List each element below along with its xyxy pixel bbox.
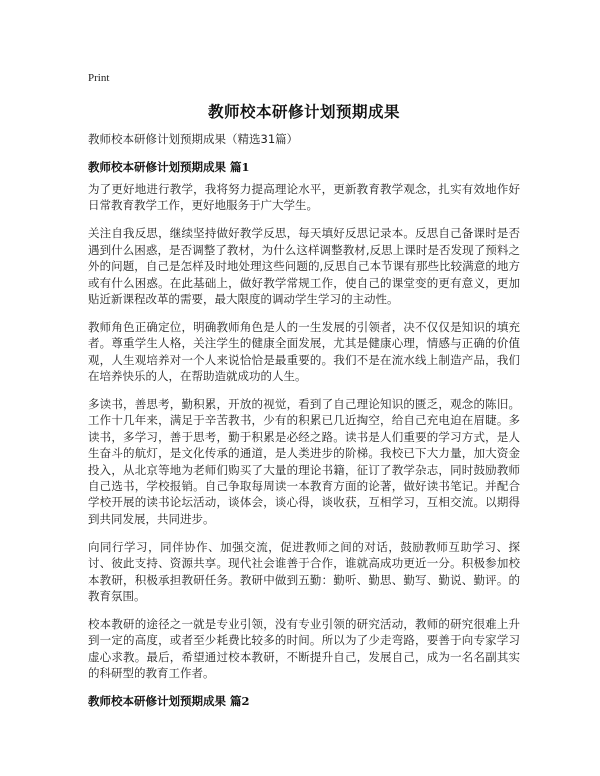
paragraph: 为了更好地进行教学，我将努力提高理论水平，更新教育教学观念，扎实有效地作好日常教育教学工作，更好地服务于广大学生。 bbox=[88, 182, 520, 213]
document-page bbox=[88, 70, 520, 710]
section-heading: 教师校本研修计划预期成果 篇2 bbox=[88, 693, 250, 708]
print-link[interactable]: Print bbox=[88, 72, 110, 84]
paragraph: 教师角色正确定位，明确教师角色是人的一生发展的引领者，决不仅仅是知识的填充者。尊重学生人格，关注学生的健康全面发展，尤其是健康心理，情感与正确的价值观，人生观培养对一个人来说恰恰是最重要的。我们不是在流水线上制造产品，我们在培养快乐的人，在帮助造就成功的人生。 bbox=[88, 319, 520, 384]
paragraph: 关注自我反思，继续坚持做好教学反思，每天填好反思记录本。反思自己备课时是否遇到什么困惑，是否调整了教材，为什么这样调整教材,反思上课时是否发现了预料之外的问题，自己是怎样及时地处理这些问题的,反思自己本节课有那些比较满意的地方或有什么困惑。在此基础上，做好教学常规工作，使自己的课堂变的更有意义，更加贴近新课程改革的需要，最大限度的调动学生学习的主动性。 bbox=[88, 226, 520, 306]
paragraph: 校本教研的途径之一就是专业引领，没有专业引领的研究活动，教师的研究很难上升到一定的高度，或者至少耗费比较多的时间。所以为了少走弯路，要善于向专家学习虚心求教。最后，希望通过校本教研，不断提升自己，发展自己，成为一名名副其实的科研型的教育工作者。 bbox=[88, 616, 520, 681]
document-title: 教师校本研修计划预期成果 bbox=[207, 103, 400, 121]
paragraph: 多读书，善思考，勤积累，开放的视觉，看到了自己理论知识的匮乏，观念的陈旧。工作十几年来，满足于辛苦教书，少有的积累已几近掏空，给自己充电迫在眉睫。多读书，多学习，善于思考，勤于积累是必经之路。读书是人们重要的学习方式，是人生奋斗的航灯，是文化传承的通道，是人类进步的阶梯。我校已下大力量，加大资金投入，从北京等地为老师们购买了大量的理论书籍，征订了教学杂志，同时鼓励教师自己选书，学校报销。自己争取每周读一本教育方面的论著，做好读书笔记。并配合学校开展的读书论坛活动，谈体会，谈心得，谈收获，互相学习，互相交流。以期得到共同发展，共同进步。 bbox=[88, 396, 520, 526]
section-heading: 教师校本研修计划预期成果 篇1 bbox=[88, 160, 250, 174]
document-subtitle: 教师校本研修计划预期成果（精选31篇） bbox=[88, 132, 299, 146]
paragraph: 向同行学习，同伴协作、加强交流，促进教师之间的对话，鼓励教师互助学习、探讨、彼此支持、资源共享。现代社会谁善于合作，谁就高成功更近一分。积极参加校本教研，积极承担教研任务。教研中做到五勤：勤听、勤思、勤写、勤说、勤评。的教育氛围。 bbox=[88, 539, 520, 603]
